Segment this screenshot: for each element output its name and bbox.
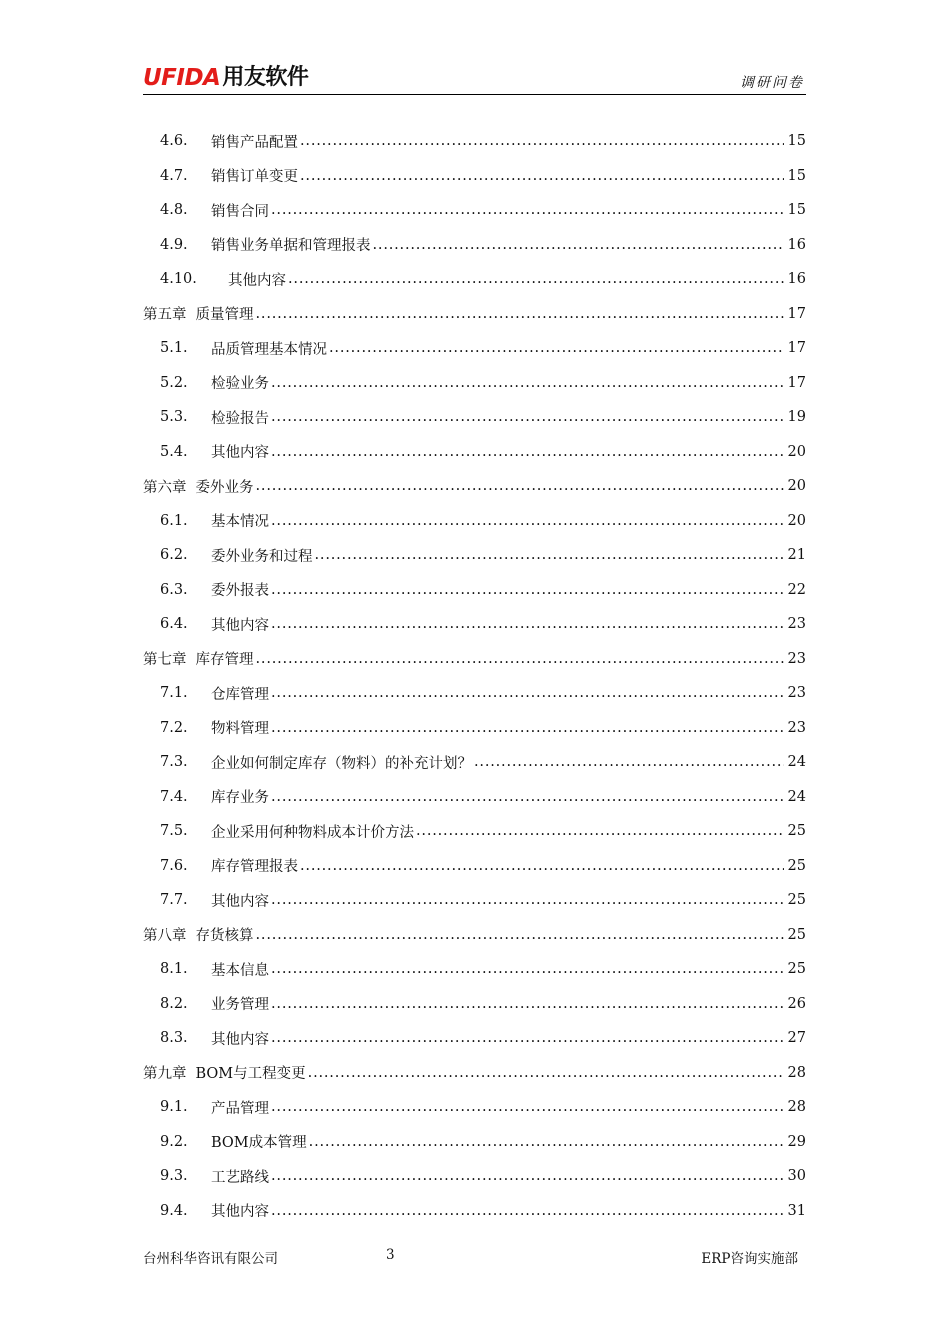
toc-entry-number: 第六章	[143, 479, 187, 496]
toc-dot-leader	[271, 1099, 784, 1115]
toc-chapter-entry[interactable]	[143, 297, 806, 332]
toc-dot-leader	[271, 1168, 784, 1184]
toc-entry-title: 基本信息	[211, 962, 269, 979]
toc-entry-number: 9.2.	[160, 1133, 188, 1150]
toc-entry-number: 7.7.	[160, 892, 188, 909]
toc-entry-title: 其他内容	[211, 617, 269, 634]
toc-entry-page: 23	[787, 616, 806, 633]
toc-entry-title: 基本情况	[211, 514, 269, 531]
toc-dot-leader	[416, 823, 784, 839]
toc-entry-page: 23	[787, 719, 806, 736]
toc-section-entry[interactable]	[143, 1194, 806, 1229]
toc-entry-page: 22	[787, 581, 806, 598]
toc-entry-number: 7.5.	[160, 823, 188, 840]
toc-entry-title: 销售合同	[211, 203, 269, 220]
toc-dot-leader	[271, 375, 784, 391]
toc-entry-title: 其他内容	[211, 893, 269, 910]
toc-dot-leader	[300, 858, 784, 874]
toc-entry-number: 第八章	[143, 928, 187, 945]
footer-department: ERP咨询实施部	[701, 1251, 798, 1267]
toc-entry-page: 25	[787, 857, 806, 874]
toc-entry-number: 8.1.	[160, 961, 188, 978]
footer-page-number: 3	[386, 1247, 395, 1263]
ufida-logo	[143, 64, 308, 92]
toc-dot-leader	[271, 409, 784, 425]
toc-dot-leader	[300, 168, 784, 184]
toc-entry-title: 其他内容	[211, 1031, 269, 1048]
toc-dot-leader	[271, 1030, 784, 1046]
toc-section-entry[interactable]	[143, 262, 806, 297]
toc-entry-number: 8.3.	[160, 1030, 188, 1047]
toc-dot-leader	[271, 444, 784, 460]
toc-dot-leader	[271, 996, 784, 1012]
toc-section-entry[interactable]	[143, 780, 806, 815]
toc-entry-number: 7.1.	[160, 685, 188, 702]
toc-dot-leader	[474, 754, 784, 770]
toc-entry-page: 15	[787, 202, 806, 219]
toc-entry-title: 销售产品配置	[211, 134, 298, 151]
toc-entry-title: 企业如何制定库存（物料）的补充计划？	[211, 755, 472, 772]
toc-chapter-entry[interactable]	[143, 642, 806, 677]
toc-entry-title: 委外报表	[211, 583, 269, 600]
toc-entry-page: 28	[787, 1099, 806, 1116]
toc-section-entry[interactable]	[143, 1159, 806, 1194]
toc-entry-title: 产品管理	[211, 1100, 269, 1117]
toc-entry-number: 5.2.	[160, 374, 188, 391]
toc-entry-page: 27	[787, 1030, 806, 1047]
toc-section-entry[interactable]	[143, 124, 806, 159]
toc-entry-number: 4.6.	[160, 133, 188, 150]
toc-entry-page: 16	[787, 236, 806, 253]
toc-entry-page: 16	[787, 271, 806, 288]
toc-dot-leader	[256, 651, 784, 667]
toc-entry-title: 其他内容	[228, 272, 286, 289]
toc-section-entry[interactable]	[143, 952, 806, 987]
toc-section-entry[interactable]	[143, 1125, 806, 1160]
toc-entry-title: 业务管理	[211, 997, 269, 1014]
toc-entry-number: 5.4.	[160, 443, 188, 460]
toc-section-entry[interactable]	[143, 607, 806, 642]
toc-entry-page: 19	[787, 409, 806, 426]
toc-section-entry[interactable]	[143, 987, 806, 1022]
toc-entry-title: 库存业务	[211, 790, 269, 807]
toc-dot-leader	[271, 202, 784, 218]
toc-dot-leader	[271, 1203, 784, 1219]
toc-entry-page: 26	[787, 995, 806, 1012]
toc-entry-title: 品质管理基本情况	[211, 341, 327, 358]
toc-entry-number: 7.6.	[160, 857, 188, 874]
page-header	[143, 62, 806, 95]
toc-entry-number: 4.7.	[160, 167, 188, 184]
logo-latin-text: UFIDA	[143, 65, 221, 91]
toc-dot-leader	[271, 720, 784, 736]
toc-dot-leader	[271, 789, 784, 805]
toc-entry-number: 7.2.	[160, 719, 188, 736]
toc-dot-leader	[373, 237, 784, 253]
toc-section-entry[interactable]	[143, 1021, 806, 1056]
toc-section-entry[interactable]	[143, 159, 806, 194]
toc-entry-number: 6.2.	[160, 547, 188, 564]
toc-dot-leader	[309, 1134, 784, 1150]
toc-section-entry[interactable]	[143, 711, 806, 746]
toc-entry-page: 24	[787, 754, 806, 771]
toc-entry-number: 4.8.	[160, 202, 188, 219]
toc-entry-number: 第五章	[143, 307, 187, 324]
toc-entry-number: 5.3.	[160, 409, 188, 426]
toc-entry-number: 4.10.	[160, 271, 197, 288]
toc-entry-title: 库存管理	[195, 652, 254, 669]
toc-entry-page: 30	[787, 1168, 806, 1185]
toc-chapter-entry[interactable]	[143, 1056, 806, 1091]
toc-entry-number: 6.4.	[160, 616, 188, 633]
toc-section-entry[interactable]	[143, 849, 806, 884]
toc-entry-number: 9.3.	[160, 1168, 188, 1185]
toc-entry-title: 销售订单变更	[211, 169, 298, 186]
toc-entry-title: 物料管理	[211, 721, 269, 738]
toc-entry-number: 6.3.	[160, 581, 188, 598]
toc-entry-number: 8.2.	[160, 995, 188, 1012]
toc-entry-number: 第七章	[143, 652, 187, 669]
logo-cjk-text: 用友软件	[222, 65, 309, 90]
toc-section-entry[interactable]	[143, 228, 806, 263]
toc-entry-page: 20	[787, 443, 806, 460]
toc-entry-title: BOM成本管理	[211, 1135, 307, 1152]
toc-chapter-entry[interactable]	[143, 469, 806, 504]
toc-entry-title: BOM与工程变更	[195, 1066, 306, 1083]
toc-dot-leader	[271, 892, 784, 908]
toc-entry-number: 9.4.	[160, 1202, 188, 1219]
toc-section-entry[interactable]	[143, 1090, 806, 1125]
toc-entry-number: 9.1.	[160, 1099, 188, 1116]
toc-entry-page: 29	[787, 1133, 806, 1150]
toc-entry-page: 24	[787, 788, 806, 805]
toc-entry-title: 委外业务和过程	[211, 548, 313, 565]
toc-section-entry[interactable]	[143, 676, 806, 711]
toc-section-entry[interactable]	[143, 573, 806, 608]
toc-entry-title: 销售业务单据和管理报表	[211, 238, 371, 255]
toc-dot-leader	[308, 1065, 784, 1081]
toc-entry-page: 25	[787, 926, 806, 943]
toc-dot-leader	[271, 961, 784, 977]
toc-entry-page: 17	[787, 374, 806, 391]
toc-entry-number: 4.9.	[160, 236, 188, 253]
toc-entry-page: 31	[787, 1202, 806, 1219]
document-title: 调研问卷	[740, 75, 804, 91]
toc-section-entry[interactable]	[143, 745, 806, 780]
toc-entry-title: 库存管理报表	[211, 859, 298, 876]
table-of-contents	[143, 124, 806, 1228]
toc-section-entry[interactable]	[143, 435, 806, 470]
toc-entry-title: 检验业务	[211, 376, 269, 393]
toc-entry-page: 20	[787, 512, 806, 529]
toc-section-entry[interactable]	[143, 538, 806, 573]
toc-section-entry[interactable]	[143, 814, 806, 849]
toc-entry-page: 25	[787, 823, 806, 840]
toc-dot-leader	[271, 513, 784, 529]
toc-dot-leader	[271, 582, 784, 598]
toc-dot-leader	[256, 927, 784, 943]
toc-entry-page: 15	[787, 167, 806, 184]
toc-entry-title: 其他内容	[211, 445, 269, 462]
toc-section-entry[interactable]	[143, 193, 806, 228]
footer-company: 台州科华咨讯有限公司	[143, 1251, 278, 1267]
toc-entry-number: 6.1.	[160, 512, 188, 529]
toc-dot-leader	[256, 306, 784, 322]
toc-entry-page: 25	[787, 892, 806, 909]
toc-entry-number: 7.3.	[160, 754, 188, 771]
toc-entry-page: 17	[787, 340, 806, 357]
toc-entry-title: 仓库管理	[211, 686, 269, 703]
toc-chapter-entry[interactable]	[143, 918, 806, 953]
toc-entry-page: 25	[787, 961, 806, 978]
toc-dot-leader	[315, 547, 784, 563]
toc-section-entry[interactable]	[143, 331, 806, 366]
toc-section-entry[interactable]	[143, 504, 806, 539]
toc-entry-title: 其他内容	[211, 1204, 269, 1221]
toc-entry-title: 工艺路线	[211, 1169, 269, 1186]
toc-dot-leader	[329, 340, 784, 356]
toc-entry-page: 28	[787, 1064, 806, 1081]
toc-section-entry[interactable]	[143, 366, 806, 401]
page-footer	[143, 1247, 806, 1267]
toc-dot-leader	[256, 478, 784, 494]
toc-entry-page: 23	[787, 685, 806, 702]
toc-dot-leader	[300, 133, 784, 149]
toc-entry-title: 委外业务	[195, 479, 254, 496]
toc-entry-page: 23	[787, 650, 806, 667]
toc-entry-number: 5.1.	[160, 340, 188, 357]
toc-entry-page: 20	[787, 478, 806, 495]
toc-entry-page: 17	[787, 305, 806, 322]
toc-section-entry[interactable]	[143, 883, 806, 918]
toc-dot-leader	[288, 271, 784, 287]
toc-entry-title: 企业采用何种物料成本计价方法	[211, 824, 414, 841]
toc-entry-title: 存货核算	[195, 928, 254, 945]
toc-entry-title: 检验报告	[211, 410, 269, 427]
toc-section-entry[interactable]	[143, 400, 806, 435]
toc-dot-leader	[271, 685, 784, 701]
toc-entry-number: 7.4.	[160, 788, 188, 805]
toc-entry-page: 15	[787, 133, 806, 150]
toc-entry-number: 第九章	[143, 1066, 187, 1083]
toc-entry-title: 质量管理	[195, 307, 254, 324]
toc-entry-page: 21	[787, 547, 806, 564]
toc-dot-leader	[271, 616, 784, 632]
